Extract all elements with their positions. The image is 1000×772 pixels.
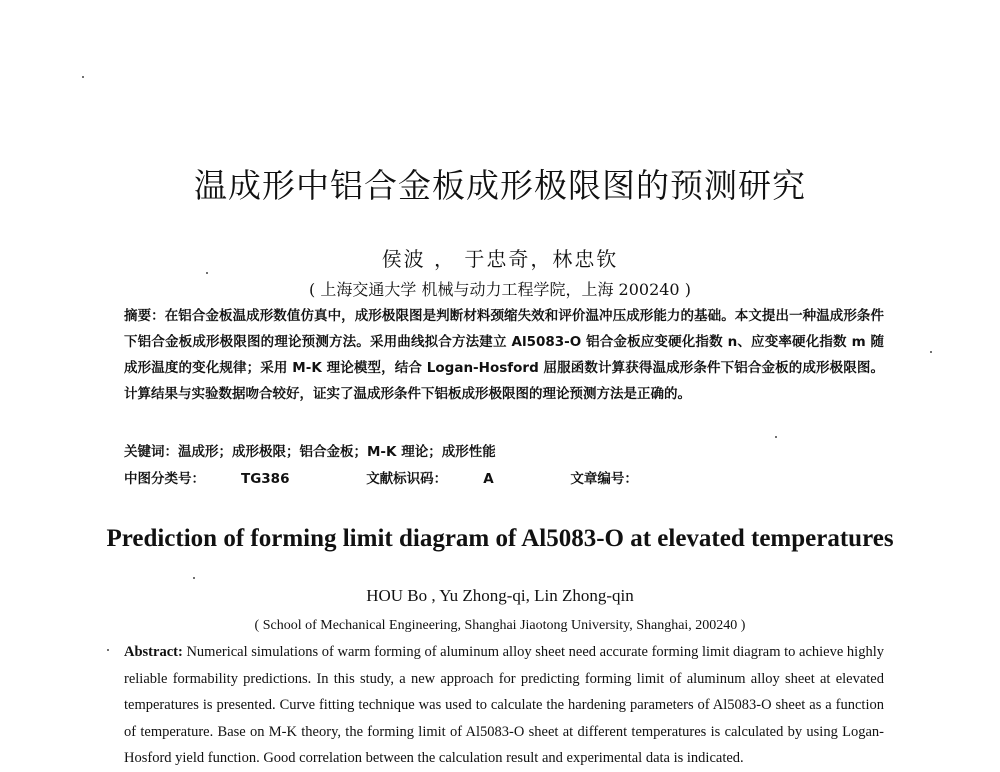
doc-code-value: A — [483, 471, 494, 487]
clc-value: TG386 — [241, 471, 290, 487]
english-abstract — [124, 639, 884, 772]
chinese-abstract-text: 在铝合金板温成形数值仿真中，成形极限图是判断材料颈缩失效和评价温冲压成形能力的基础。本文提出一种温成形条件下铝合金板成形极限图的理论预测方法。采用曲线拟合方法建立 Al5083-O 铝合金板应变硬化指数 n、应变率硬化指数 m 随成形温度的变化规律；采用 M-K 理论模型，结合 Logan-Hosford 屈服函数计算获得温成形条件下铝合金板的成形极限图。计算结果与实验数据吻合较好，证实了温成形条件下铝板成形极限图的理论预测方法是正确的。 — [124, 308, 884, 402]
clc-number — [124, 467, 325, 487]
chinese-keywords-label: 关键词： — [124, 444, 178, 460]
chinese-abstract-label: 摘要： — [124, 308, 165, 324]
scan-speck — [107, 649, 109, 651]
doc-code — [366, 467, 529, 487]
article-number — [570, 467, 674, 487]
article-number-label: 文章编号： — [570, 471, 638, 487]
english-abstract-text: Numerical simulations of warm forming of aluminum alloy sheet need accurate forming limit diagram to achieve highly reliable formability predictions. In this study, a new approach for predicting forming limit of aluminum alloy sheet at elevated temperatures is presented. Curve fitting technique was used to calculate the hardening parameters of Al5083-O sheet as a function of temperature. Base on M-K theory, the forming limit of Al5083-O sheet at different temperatures is calculated by using Logan-Hosford yield function. Good correlation between the calculation result and experimental data is indicated. — [124, 644, 884, 766]
chinese-abstract — [124, 303, 884, 407]
scan-speck — [193, 577, 195, 579]
english-authors: HOU Bo , Yu Zhong-qi, Lin Zhong-qin — [366, 586, 634, 605]
chinese-keywords-text: 温成形；成形极限；铝合金板；M-K 理论；成形性能 — [178, 444, 496, 460]
scan-speck — [206, 272, 208, 274]
classification-line — [124, 467, 884, 487]
doc-code-label: 文献标识码： — [366, 471, 448, 487]
chinese-authors: 侯波 ， 于忠奇，林忠钦 — [381, 247, 619, 271]
english-affiliation: ( School of Mechanical Engineering, Shanghai Jiaotong University, Shanghai, 200240 ) — [254, 618, 746, 633]
scan-speck — [930, 351, 932, 353]
chinese-affiliation: ( 上海交通大学 机械与动力工程学院，上海 200240 ) — [309, 280, 691, 299]
scan-speck — [775, 436, 777, 438]
english-title: Prediction of forming limit diagram of Al5083-O at elevated temperatures — [106, 525, 894, 552]
scan-speck — [82, 76, 84, 78]
english-abstract-label: Abstract: — [124, 644, 183, 660]
chinese-keywords — [124, 440, 884, 460]
clc-label: 中图分类号： — [124, 471, 205, 487]
chinese-title: 温成形中铝合金板成形极限图的预测研究 — [194, 166, 806, 205]
